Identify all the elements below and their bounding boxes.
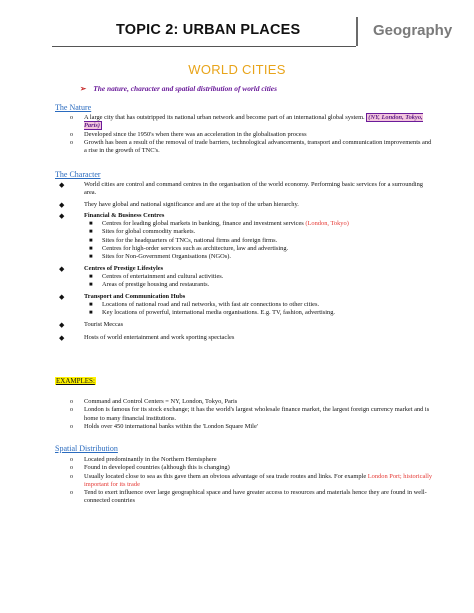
list-item: o Found in developed countries (although this is changing) bbox=[70, 464, 230, 472]
list-item: ■ Key locations of powerful, international media organisations. E.g. TV, fashion, advertising. bbox=[89, 309, 336, 317]
square-bullet-icon: ■ bbox=[89, 221, 93, 228]
list-item: o London is famous for its stock exchange; it has the world's largest wholesale finance market, the largest foreign currency market and is home to many financial institutions. bbox=[70, 406, 430, 422]
list-item: o Tend to exert influence over large geographical space and have greater access to resources and materials hence they are found in well-connected countries bbox=[70, 489, 427, 505]
list-item: ◆ Centres of Prestige Lifestyles bbox=[59, 264, 164, 273]
square-bullet-icon: ■ bbox=[89, 273, 93, 280]
circle-bullet-icon: o bbox=[70, 457, 73, 463]
circle-bullet-icon: o bbox=[70, 465, 73, 472]
list-item: ◆ Hosts of world entertainment and work sporting spectacles bbox=[59, 333, 235, 342]
circle-bullet-icon: o bbox=[70, 115, 73, 121]
diamond-bullet-icon: ◆ bbox=[59, 321, 65, 330]
intro-text: The nature, character and spatial distribution of world cities bbox=[93, 84, 277, 93]
header-rule bbox=[52, 46, 356, 47]
nature-list bbox=[0, 114, 474, 155]
list-item: ■ Centres for leading global markets in banking, finance and investment services (London, Tokyo) bbox=[89, 220, 349, 228]
square-bullet-icon: ■ bbox=[89, 301, 93, 308]
list-item: ■ Sites for Non-Government Organisations (NGOs). bbox=[89, 253, 231, 261]
diamond-bullet-icon: ◆ bbox=[59, 333, 65, 342]
list-item: o Command and Control Centers = NY, London, Tokyo, Paris bbox=[70, 398, 238, 405]
list-item: ◆ They have global and national significance and are at the top of the urban hierarchy. bbox=[59, 200, 299, 209]
circle-bullet-icon: o bbox=[70, 407, 73, 414]
list-item: ◆ Tourist Meccas bbox=[59, 321, 124, 330]
section-heading-spatial: Spatial Distribution bbox=[55, 444, 118, 453]
examples-heading: EXAMPLES: bbox=[56, 377, 95, 385]
list-item: ◆ Transport and Communication Hubs bbox=[59, 292, 186, 301]
subject-label: Geography bbox=[373, 22, 453, 39]
list-item: o Growth has been a result of the removal of trade barriers, technological advancements, transport and communication improvements and a rise in the growth of TNC's. bbox=[70, 138, 432, 155]
list-item: ■ Centres for high-order services such as architecture, law and advertising. bbox=[89, 245, 289, 253]
square-bullet-icon: ■ bbox=[89, 254, 93, 261]
topic-title: TOPIC 2: URBAN PLACES bbox=[116, 22, 301, 38]
spatial-list bbox=[0, 456, 474, 506]
list-item: ■ Areas of prestige housing and restaurants. bbox=[89, 281, 210, 289]
diamond-bullet-icon: ◆ bbox=[59, 292, 65, 301]
square-bullet-icon: ■ bbox=[89, 246, 93, 253]
page-title: WORLD CITIES bbox=[188, 62, 286, 77]
circle-bullet-icon: o bbox=[70, 423, 73, 430]
section-heading-character: The Character bbox=[55, 170, 101, 179]
circle-bullet-icon: o bbox=[70, 399, 73, 405]
square-bullet-icon: ■ bbox=[89, 282, 93, 289]
square-bullet-icon: ■ bbox=[89, 310, 93, 317]
diamond-bullet-icon: ◆ bbox=[59, 181, 65, 189]
list-item: o Holds over 450 international banks within the 'London Square Mile' bbox=[70, 422, 258, 430]
square-bullet-icon: ■ bbox=[89, 237, 93, 244]
list-item: ◆ Financial & Business Centres bbox=[59, 211, 165, 220]
highlighted-cities: (NY, London, Tokyo, Paris) bbox=[84, 114, 423, 130]
list-item: o Located predominantly in the Northern Hemisphere bbox=[70, 456, 217, 463]
header-divider bbox=[356, 17, 358, 46]
page-header bbox=[0, 0, 474, 50]
list-item: ■ Centres of entertainment and cultural activities. bbox=[89, 272, 224, 280]
diamond-bullet-icon: ◆ bbox=[59, 264, 65, 273]
circle-bullet-icon: o bbox=[70, 490, 73, 497]
circle-bullet-icon: o bbox=[70, 139, 73, 146]
list-item: ■ Locations of national road and rail networks, with fast air connections to other cities. bbox=[89, 300, 320, 308]
character-list bbox=[0, 181, 474, 342]
list-item: o Developed since the 1950's when there was an acceleration in the globalisation process bbox=[70, 130, 307, 138]
examples-list bbox=[0, 398, 474, 431]
list-item: o A large city that has outstripped its national urban network and become part of an international global system. (NY, London, Tokyo, Paris) bbox=[70, 114, 423, 130]
circle-bullet-icon: o bbox=[70, 131, 73, 138]
diamond-bullet-icon: ◆ bbox=[59, 200, 65, 209]
intro-line bbox=[80, 84, 277, 93]
list-item: ◆ World cities are control and command centres in the organisation of the world economy. Performing basic services for a surrounding area. bbox=[59, 181, 423, 197]
list-item: ■ Sites for the headquarters of TNCs, national firms and foreign firms. bbox=[89, 236, 278, 244]
diamond-bullet-icon: ◆ bbox=[59, 211, 65, 220]
section-heading-nature: The Nature bbox=[55, 103, 92, 112]
square-bullet-icon: ■ bbox=[89, 229, 93, 236]
arrow-bullet-icon: ➢ bbox=[80, 84, 87, 93]
circle-bullet-icon: o bbox=[70, 473, 73, 480]
list-item: o Usually located close to sea as this gave them an obvious advantage of sea trade routes and links. For example London Port; historically important for its trade bbox=[70, 472, 433, 488]
list-item: ■ Sites for global commodity markets. bbox=[89, 228, 196, 236]
